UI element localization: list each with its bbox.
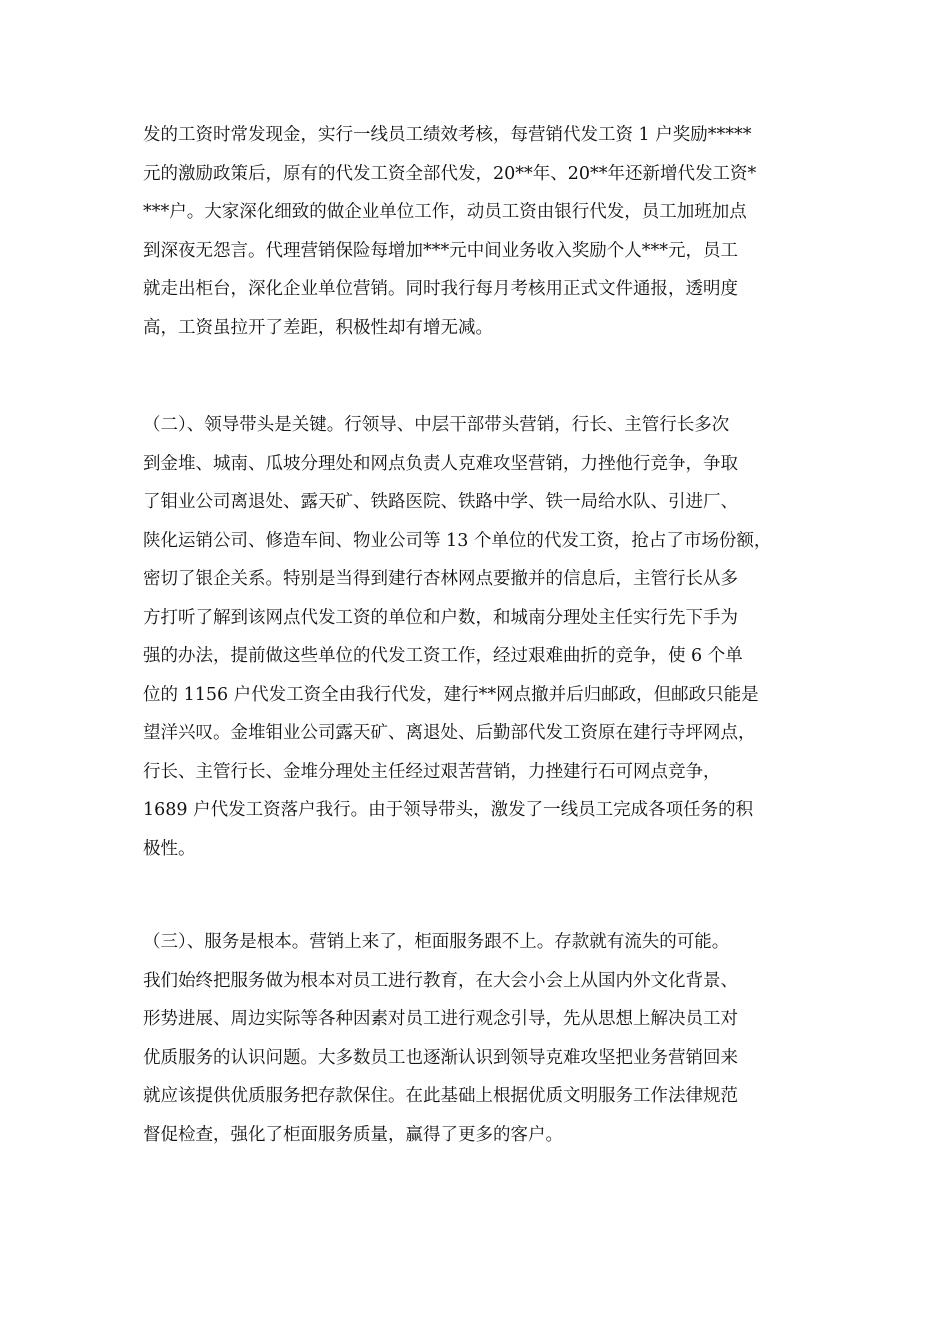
text-line: （二）、领导带头是关键。行领导、中层干部带头营销，行长、主管行长多次	[143, 415, 730, 435]
paragraph-1	[143, 116, 819, 347]
text-line: 督促检查，强化了柜面服务质量，赢得了更多的客户。	[143, 1124, 563, 1145]
text-line: 优质服务的认识问题。大多数员工也逐渐认识到领导克难攻坚把业务营销回来	[143, 1047, 738, 1068]
paragraph-3	[143, 923, 819, 1154]
text-line: 高，工资虽拉开了差距，积极性却有增无减。	[143, 317, 493, 338]
text-line: 了钼业公司离退处、露天矿、铁路医院、铁路中学、铁一局给水队、引进厂、	[143, 492, 738, 512]
text-line: ***户。大家深化细致的做企业单位工作，动员工资由银行代发，员工加班加点	[143, 202, 747, 222]
paragraph-2	[143, 406, 819, 868]
text-line: 元的激励政策后，原有的代发工资全部代发，20**年、20**年还新增代发工资*	[143, 163, 757, 184]
text-line: 陕化运销公司、修造车间、物业公司等 13 个单位的代发工资，抢占了市场份额，	[143, 530, 772, 551]
text-line: 形势进展、周边实际等各种因素对员工进行观念引导，先从思想上解决员工对	[143, 1009, 738, 1029]
text-line: 望洋兴叹。金堆钼业公司露天矿、离退处、后勤部代发工资原在建行寺坪网点，	[143, 723, 756, 743]
text-line: 发的工资时常发现金，实行一线员工绩效考核，每营销代发工资 1 户奖励*****	[143, 125, 752, 145]
text-line: 极性。	[143, 838, 196, 859]
text-line: 密切了银企关系。特别是当得到建行杏林网点要撤并的信息后，主管行长从多	[143, 569, 738, 589]
text-line: 强的办法，提前做这些单位的代发工资工作，经过艰难曲折的竞争，使 6 个单	[143, 646, 743, 666]
text-line: 就应该提供优质服务把存款保住。在此基础上根据优质文明服务工作法律规范	[143, 1086, 738, 1106]
text-line: 到深夜无怨言。代理营销保险每增加***元中间业务收入奖励个人***元，员工	[143, 240, 738, 261]
text-line: 到金堆、城南、瓜坡分理处和网点负责人克难攻坚营销，力挫他行竞争，争取	[143, 453, 738, 474]
text-line: 1689 户代发工资落户我行。由于领导带头，激发了一线员工完成各项任务的积	[143, 800, 754, 820]
text-line: 位的 1156 户代发工资全由我行代发，建行**网点撤并后归邮政，但邮政只能是	[143, 684, 759, 705]
text-line: 就走出柜台，深化企业单位营销。同时我行每月考核用正式文件通报，透明度	[143, 279, 738, 299]
text-line: 行长、主管行长、金堆分理处主任经过艰苦营销，力挫建行石可网点竞争，	[143, 761, 721, 782]
text-line: （三）、服务是根本。营销上来了，柜面服务跟不上。存款就有流失的可能。	[143, 932, 730, 952]
text-line: 方打听了解到该网点代发工资的单位和户数，和城南分理处主任实行先下手为	[143, 607, 738, 628]
text-line: 我们始终把服务做为根本对员工进行教育，在大会小会上从国内外文化背景、	[143, 970, 738, 991]
